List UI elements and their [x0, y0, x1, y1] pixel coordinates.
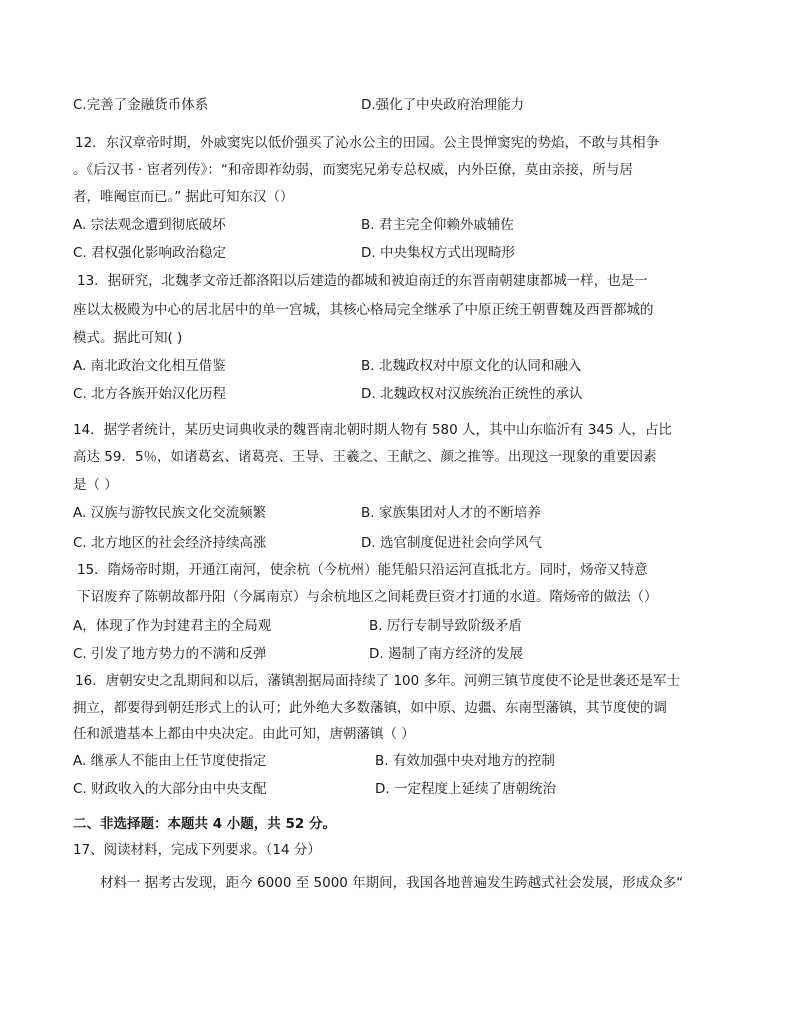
- q13-option-d: D. 北魏政权对汉族统治正统性的承认: [361, 386, 583, 402]
- q11-option-d: D.强化了中央政府治理能力: [361, 97, 525, 113]
- q12-option-b: B. 君主完全仰赖外戚辅佐: [361, 217, 514, 233]
- q16-option-d: D. 一定程度上延续了唐朝统治: [375, 781, 556, 797]
- q16-option-b: B. 有效加强中央对地方的控制: [375, 753, 555, 769]
- q14-option-a: A. 汉族与游牧民族文化交流频繁: [73, 505, 267, 521]
- q12-option-a: A. 宗法观念遭到彻底破坏: [73, 217, 226, 233]
- q12-stem-line-2: 。《后汉书 · 宦者列传》：“和帝即祚幼弱，而窦宪兄弟专总权威，内外臣僚，莫由亲接，所与居: [73, 162, 633, 178]
- q16-stem-line-1: 16．唐朝安史之乱期间和以后，藩镇割据局面持续了 100 多年。河朔三镇节度使不论是世袭还是军士: [75, 673, 681, 689]
- q11-option-c: C.完善了金融货币体系: [73, 97, 209, 113]
- q16-stem-line-2: 拥立，都要得到朝廷形式上的认可；此外绝大多数藩镇，如中原、边疆、东南型藩镇，其节度使的调: [73, 700, 667, 716]
- q15-stem-line-1: 15．隋炀帝时期，开通江南河，使余杭（今杭州）能凭船只沿运河直抵北方。同时，炀帝又特意: [77, 562, 648, 578]
- q14-option-c: C. 北方地区的社会经济持续高涨: [73, 535, 267, 551]
- q15-option-d: D. 遏制了南方经济的发展: [369, 646, 523, 662]
- q13-option-a: A. 南北政治文化相互借鉴: [73, 358, 226, 374]
- q14-option-d: D. 选官制度促进社会向学风气: [361, 535, 542, 551]
- q13-stem-line-1: 13．据研究，北魏孝文帝迁都洛阳以后建造的都城和被迫南迁的东晋南朝建康都城一样，也是一: [77, 273, 648, 289]
- q12-stem-line-3: 者，唯阉宦而已。” 据此可知东汉（）: [73, 189, 294, 205]
- section-two-heading: 二、非选择题：本题共 4 小题，共 52 分。: [73, 816, 336, 832]
- q13-stem-line-2: 座以太极殿为中心的居北居中的单一宫城，其核心格局完全继承了中原正统王朝曹魏及西晋都城的: [73, 302, 654, 318]
- q14-stem-line-1: 14．据学者统计，某历史词典收录的魏晋南北朝时期人物有 580 人，其中山东临沂有 345 人，占比: [73, 422, 672, 438]
- q15-option-b: B. 厉行专制导致阶级矛盾: [369, 618, 522, 634]
- q13-stem-line-3: 模式。据此可知( ): [73, 330, 183, 346]
- q13-option-c: C. 北方各族开始汉化历程: [73, 386, 227, 402]
- q13-option-b: B. 北魏政权对中原文化的认同和融入: [361, 358, 582, 374]
- q17-intro: 17、阅读材料，完成下列要求。（14 分）: [73, 842, 321, 858]
- q14-stem-line-3: 是（ ）: [73, 477, 118, 493]
- q12-option-d: D. 中央集权方式出现畸形: [361, 245, 515, 261]
- q17-material-one: 材料一 据考古发现，距今 6000 至 5000 年期间，我国各地普遍发生跨越式社会发展，形成众多“: [100, 875, 684, 891]
- q15-option-c: C. 引发了地方势力的不满和反弹: [73, 646, 267, 662]
- q14-option-b: B. 家族集团对人才的不断培养: [361, 505, 541, 521]
- q16-option-c: C. 财政收入的大部分由中央支配: [73, 781, 267, 797]
- q15-option-a: A，体现了作为封建君主的全局观: [73, 618, 272, 634]
- q12-option-c: C. 君权强化影响政治稳定: [73, 245, 227, 261]
- q16-option-a: A. 继承人不能由上任节度使指定: [73, 753, 267, 769]
- q16-stem-line-3: 任和派遣基本上都由中央决定。由此可知，唐朝藩镇（ ）: [73, 726, 415, 742]
- q14-stem-line-2: 高达 59．5％，如诸葛玄、诸葛亮、王导、王羲之、王献之、颜之推等。出现这一现象的重要因素: [73, 449, 657, 465]
- q12-stem-line-1: 12．东汉章帝时期，外戚窦宪以低价强买了沁水公主的田园。公主畏惮窦宪的势焰，不敢与其相争: [75, 135, 660, 151]
- q15-stem-line-2: 下诏废弃了陈朝故都丹阳（今属南京）与余杭地区之间耗费巨资才打通的水道。隋炀帝的做法（）: [77, 589, 658, 605]
